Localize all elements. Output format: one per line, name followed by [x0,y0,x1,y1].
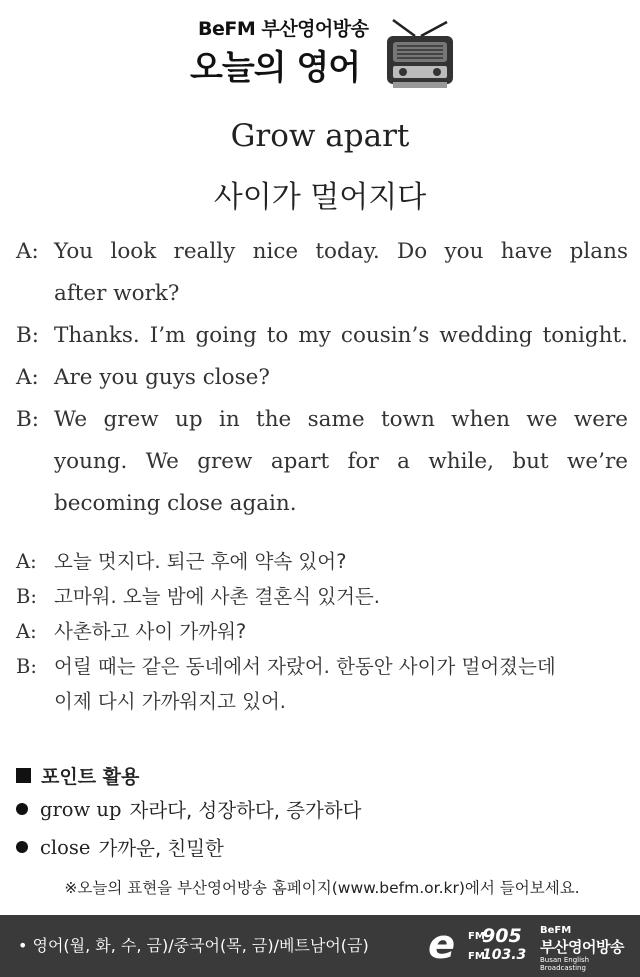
speaker-label: A: [16,620,37,643]
english-dialogue [16,231,628,525]
expression-translation: 사이가 멀어지다 [213,180,427,215]
footer-bar [0,915,640,977]
bullet-icon [16,803,28,815]
speaker-label: B: [16,655,37,678]
speaker-label: A: [16,550,37,573]
dialogue-line: after work? [54,281,180,306]
dialogue-line: B: 고마워. 오늘 밤에 사촌 결혼식 있거든. [16,579,628,614]
korean-dialogue [16,544,628,719]
dialogue-line: B: We grew up in the same town when we were [16,399,628,441]
speaker-label: A: [16,239,39,264]
befm-logo: e FM 905 FM 103.3 BeFM 부산영어방송 Busan English Broadcasting [428,922,624,972]
point-item [16,828,628,866]
point-meaning: 가까운, 친밀한 [98,837,224,860]
brand-subtitle: BeFM 부산영어방송 [198,18,369,40]
dialogue-line: B: Thanks. I’m going to my cousin’s wedding tonight. [16,315,628,357]
speaker-label: B: [16,407,40,432]
point-phrase: grow up [40,797,122,821]
dialogue-line: young. We grew apart for a while, but we’re [54,449,628,474]
points-heading: 포인트 활용 [16,760,628,790]
point-item [16,790,628,828]
point-phrase: close [40,835,91,859]
homepage-note: ※오늘의 표현을 부산영어방송 홈페이지(www.befm.or.kr)에서 들어보세요. [64,879,580,897]
dialogue-line: A: 오늘 멋지다. 퇴근 후에 약속 있어? [16,544,628,579]
dialogue-line: A: You look really nice today. Do you have plans [16,231,628,273]
header [0,0,640,100]
dialogue-line: becoming close again. [54,491,297,516]
dialogue-line: 이제 다시 가까워지고 있어. [54,690,287,713]
speaker-label: A: [16,365,39,390]
usage-points [16,760,628,866]
radio-icon [385,18,455,92]
expression-title: Grow apart [230,118,410,154]
brand-title: 오늘의 영어 [190,48,361,88]
dialogue-line: A: 사촌하고 사이 가까워? [16,614,628,649]
dialogue-line: B: 어릴 때는 같은 동네에서 자랐어. 한동안 사이가 멀어졌는데 [16,649,628,684]
speaker-label: B: [16,323,40,348]
dialogue-line: A: Are you guys close? [16,357,628,399]
bullet-icon [16,841,28,853]
befm-e-logo-icon: e [428,922,456,968]
speaker-label: B: [16,585,37,608]
point-meaning: 자라다, 성장하다, 증가하다 [129,799,362,822]
square-bullet-icon [16,768,31,783]
language-schedule: • 영어(월, 화, 수, 금)/중국어(목, 금)/베트남어(금) [18,936,369,955]
